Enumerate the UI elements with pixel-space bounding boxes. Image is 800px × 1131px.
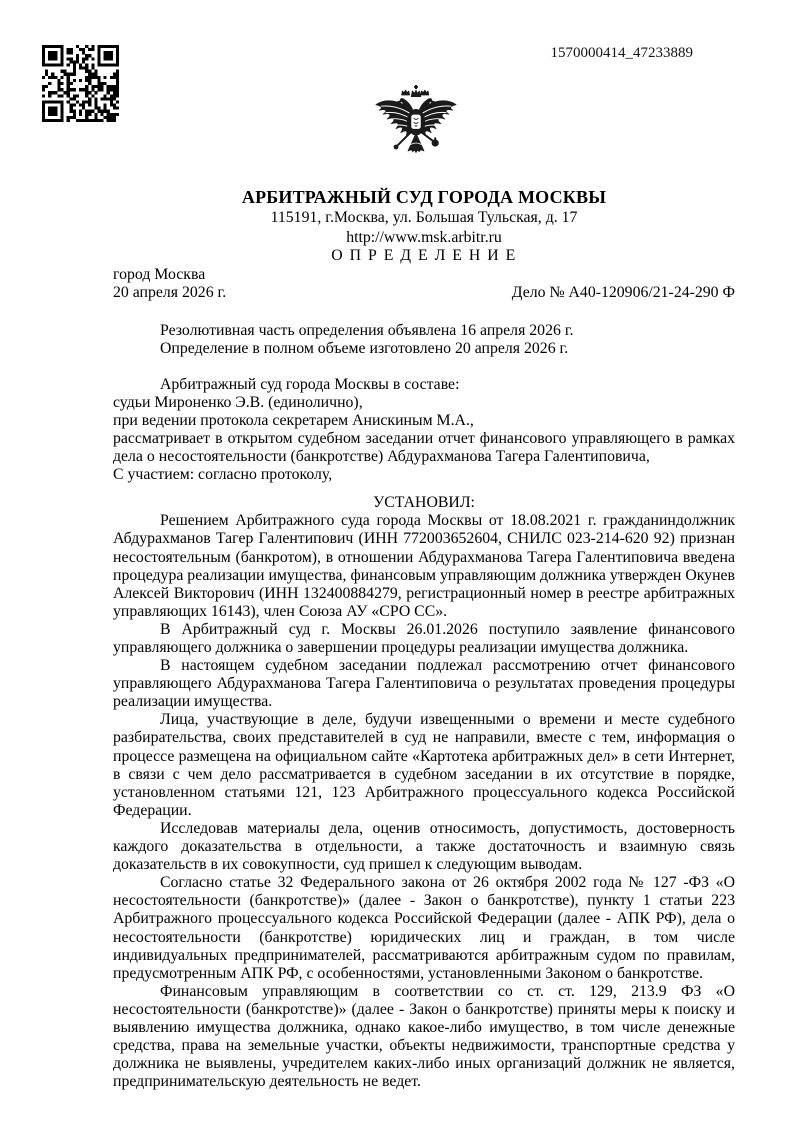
document-type-title: О П Р Е Д Е Л Е Н И Е <box>331 247 517 264</box>
composition-intro: Арбитражный суд города Москвы в составе: <box>160 375 460 393</box>
court-name: АРБИТРАЖНЫЙ СУД ГОРОДА МОСКВЫ <box>241 187 607 207</box>
ruling-paragraphs <box>113 512 735 1091</box>
composition-participants: С участием: согласно протоколу, <box>113 466 333 484</box>
resolutive-line-announced: Резолютивная часть определения объявлена 16 апреля 2026 г. <box>160 321 574 339</box>
composition-subject: рассматривает в открытом судебном заседании отчет финансового управляющего в рамках дела о несостоятельности (банкротстве) Абдурахманова Тагера Галентиповича, <box>113 429 735 466</box>
ruling-paragraph: Финансовым управляющим в соответствии со ст. ст. 129, 213.9 ФЗ «О несостоятельности (банкротстве)» (далее - Закон о банкротстве) приняты меры к поиску и выявлению имущества должника, однако какое-либо имущество, в том числе денежные средства, права на земельные участки, объекты недвижимости, транспортные средства у должника не выявлены, учредителем каких-либо иных организаций должник не является, предпринимательскую деятельность не ведет. <box>113 982 735 1091</box>
ruling-heading: УСТАНОВИЛ: <box>373 494 475 512</box>
ruling-paragraph: Лица, участвующие в деле, будучи извещенными о времени и месте судебного разбирательства, своих представителей в суд не направили, вместе с тем, информация о процессе размещена на официальном сайте «Картотека арбитражных дел» в сети Интернет, в связи с чем дело рассматривается в судебном заседании в их отсутствие в порядке, установленном статьями 121, 123 Арбитражного процессуального кодекса Российской Федерации. <box>113 711 735 819</box>
ruling-paragraph: Согласно статье 32 Федерального закона от 26 октября 2002 года № 127 -ФЗ «О несостоятельности (банкротстве)» (далее - Закон о банкротстве), пункту 1 статьи 223 Арбитражного процессуального кодекса Российской Федерации (далее - АПК РФ), дела о несостоятельности (банкротстве) юридических лиц и граждан, в том числе индивидуальных предпринимателей, рассматриваются арбитражным судом по правилам, предусмотренным АПК РФ, с особенностями, установленными Законом о банкротстве. <box>113 874 735 982</box>
ruling-paragraph: Исследовав материалы дела, оценив относимость, допустимость, достоверность каждого доказательства в отдельности, а также достаточность и взаимную связь доказательств в их совокупности, суд пришел к следующим выводам. <box>113 819 735 874</box>
coat-of-arms-emblem <box>368 84 464 170</box>
court-address: 115191, г.Москва, ул. Большая Тульская, д. 17 <box>270 209 578 226</box>
document-date: 20 апреля 2026 г. <box>113 284 227 301</box>
ruling-paragraph: В настоящем судебном заседании подлежал рассмотрению отчет финансового управляющего Абдурахманова Тагера Галентиповича о результатах проведения процедуры реализации имущества. <box>113 657 735 711</box>
case-number: Дело № А40-120906/21-24-290 Ф <box>511 284 735 301</box>
composition-secretary: при ведении протокола секретарем Анискиным М.А., <box>113 411 474 429</box>
date-case-row <box>113 284 735 303</box>
ruling-paragraph: Решением Арбитражного суда города Москвы от 18.08.2021 г. гражданиндолжник Абдурахманов Тагер Галентипович (ИНН 772003652604, СНИЛС 023-214-620 92) признан несостоятельным (банкротом), в отношении Абдурахманова Тагера Галентиповича введена процедура реализации имущества, финансовым управляющим должника утвержден Окунев Алексей Викторович (ИНН 132400884279, регистрационный номер в реестре арбитражных управляющих 16143), член Союза АУ «СРО СС». <box>113 512 735 620</box>
composition-judge: судьи Мироненко Э.В. (единолично), <box>113 393 363 411</box>
document-body <box>113 186 735 1091</box>
qr-code-image <box>42 45 119 122</box>
place-line: город Москва <box>113 265 206 283</box>
double-headed-eagle-icon <box>368 84 464 170</box>
resolutive-block <box>113 322 735 358</box>
ruling-paragraph: В Арбитражный суд г. Москвы 26.01.2026 поступило заявление финансового управляющего должника о завершении процедуры реализации имущества должника. <box>113 620 735 656</box>
court-website: http://www.msk.arbitr.ru <box>346 229 502 246</box>
resolutive-line-produced: Определение в полном объеме изготовлено 20 апреля 2026 г. <box>160 339 569 357</box>
court-composition-block <box>113 376 735 485</box>
qr-code <box>42 45 119 122</box>
stamp-number: 1570000414_47233889 <box>550 45 693 61</box>
